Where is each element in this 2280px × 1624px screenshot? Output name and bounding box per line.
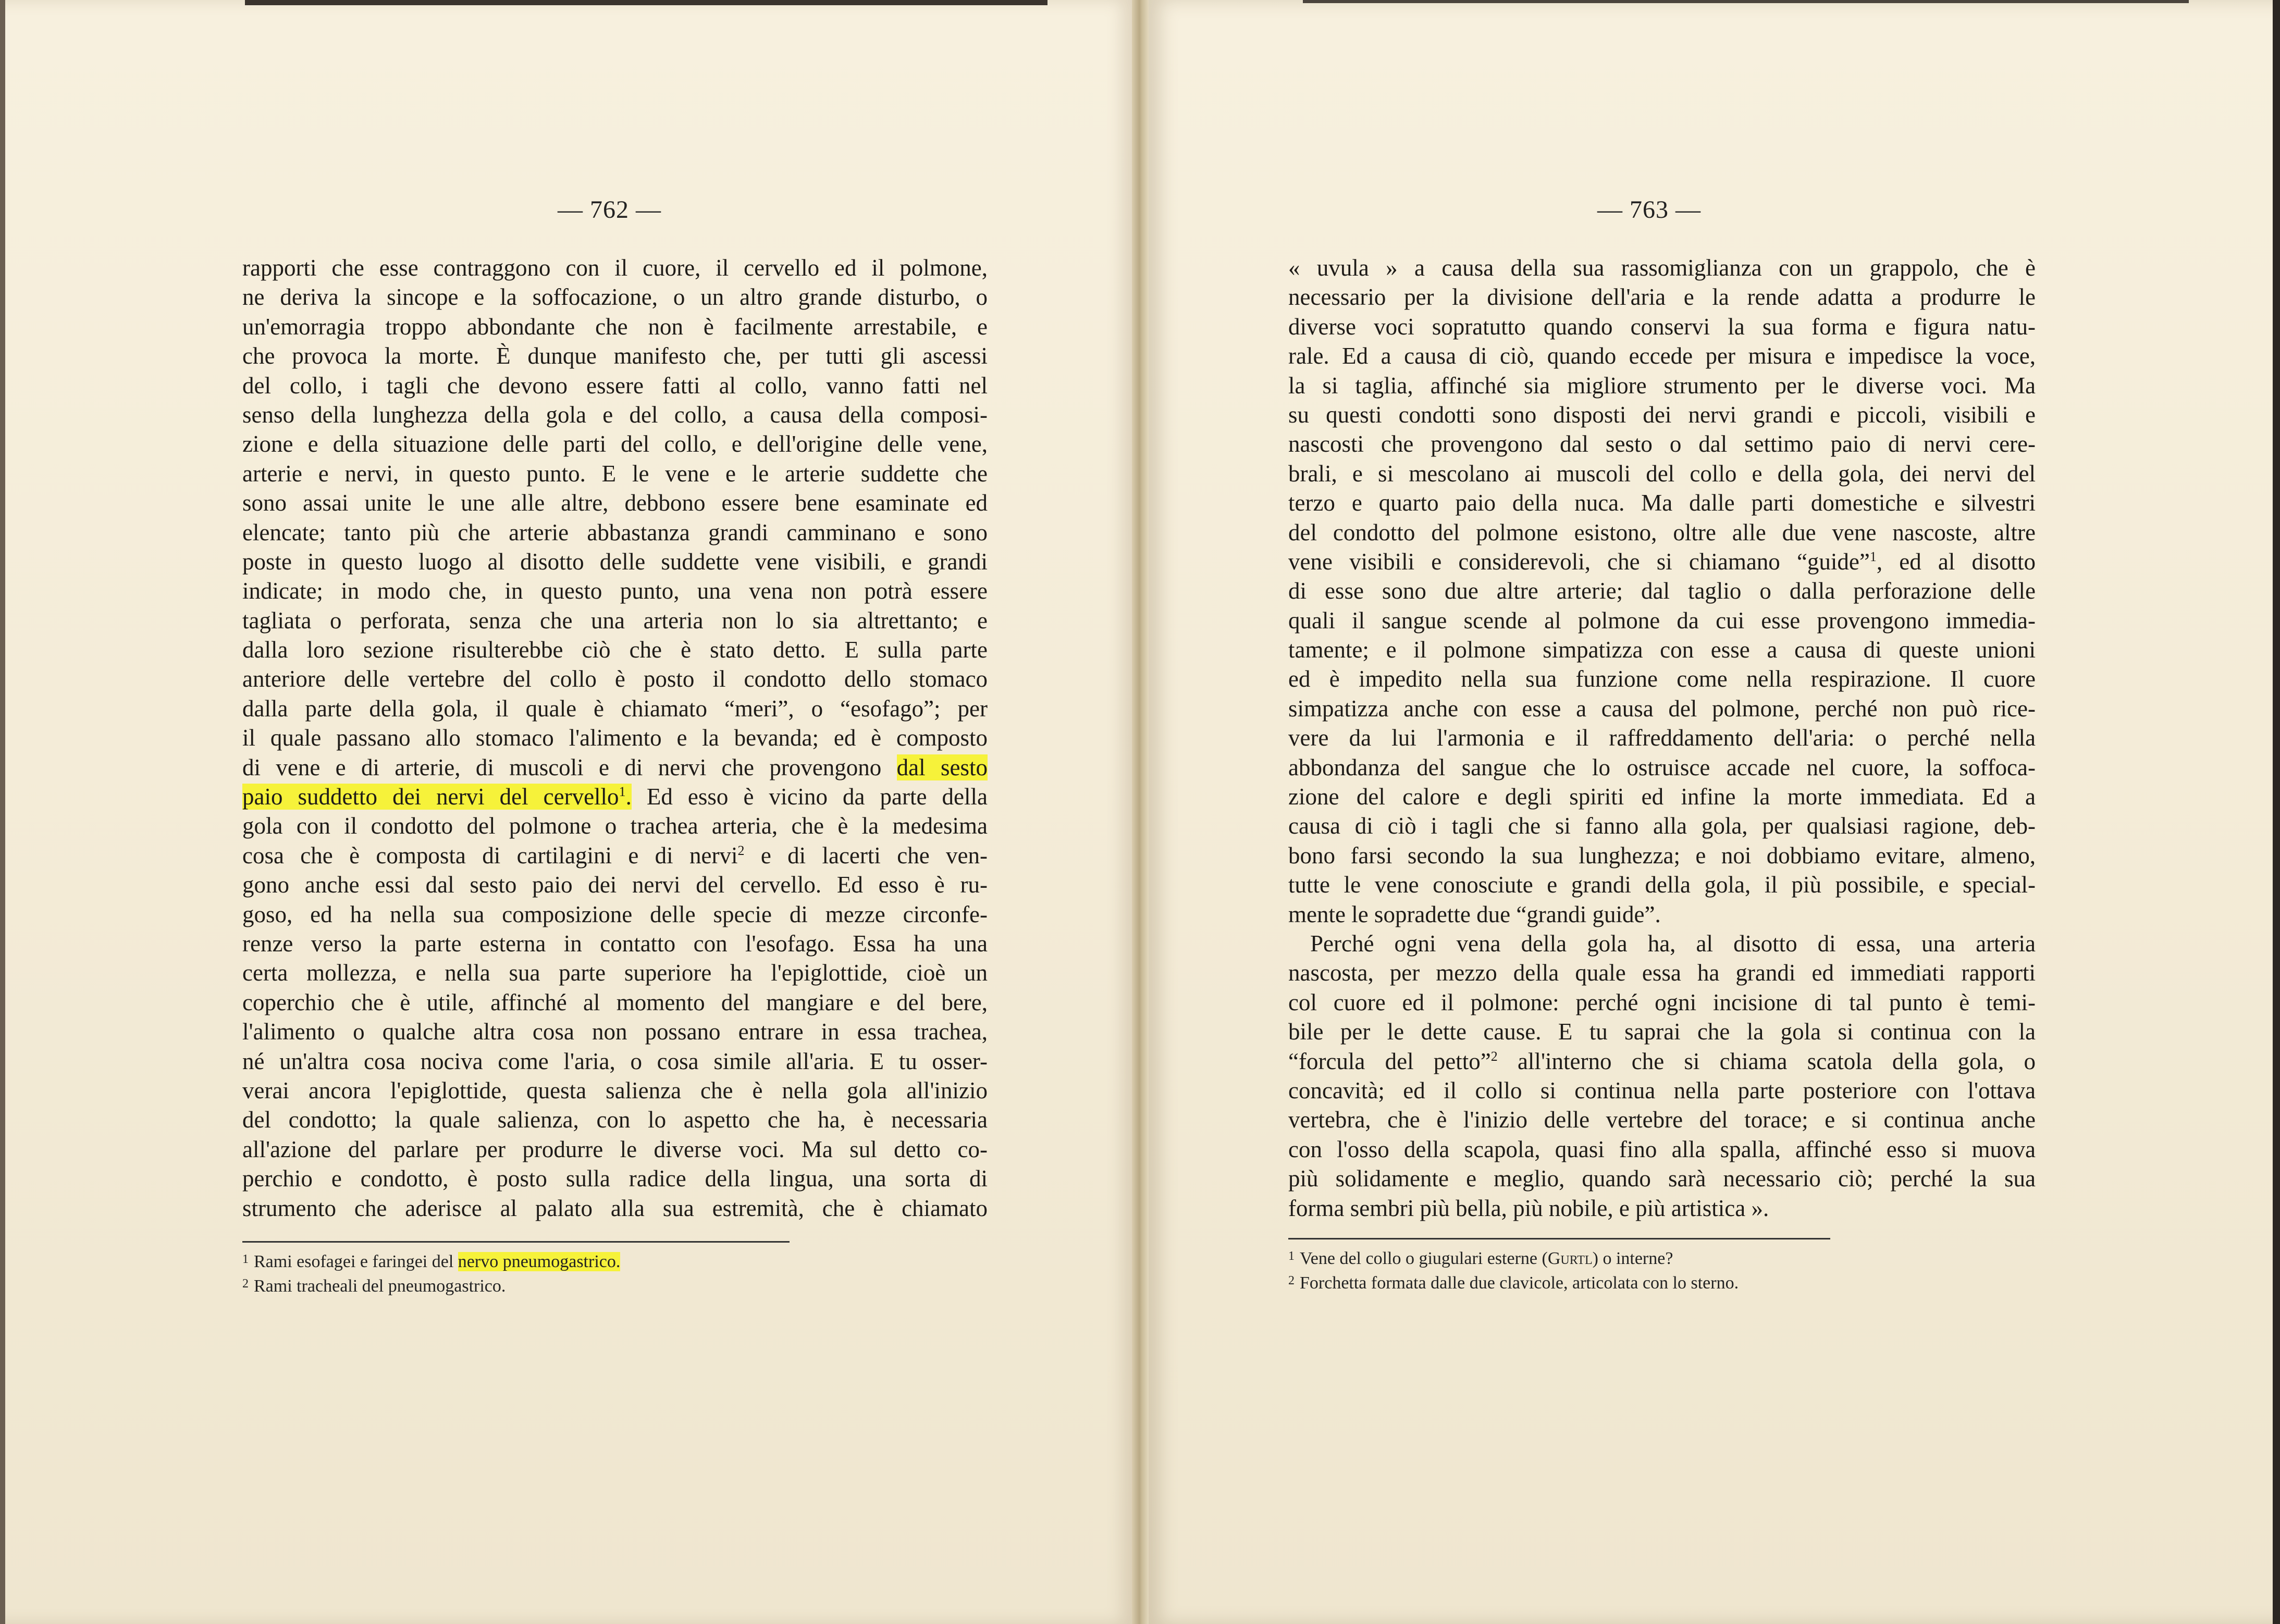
line-text: poste in questo luogo al disotto delle suddette vene visibili, e grandi [242, 548, 988, 575]
footnote-number: 1 [242, 1253, 249, 1266]
footnote-rule-left [242, 1241, 790, 1243]
line-text: Ed esso è vicino da parte della [631, 784, 988, 810]
line-text: abbondanza del sangue che lo ostruisce accade nel cuore, la soffoca- [1288, 754, 2036, 780]
line-text: cosa che è composta di cartilagini e di nervi [242, 842, 738, 869]
left-page-line [242, 723, 988, 752]
scan-edge-top-right [1303, 0, 2189, 3]
line-text: vene visibili e considerevoli, che si chiamano “guide” [1288, 548, 1870, 575]
left-page-line [242, 429, 988, 458]
page-number-left: — 762 — [558, 196, 661, 224]
left-page-line [242, 253, 988, 282]
right-page-line [1288, 371, 2036, 400]
right-page-line [1288, 1194, 2036, 1223]
left-footnotes [242, 1248, 620, 1297]
left-page-line [242, 341, 988, 370]
line-text: su questi condotti sono disposti dei nervi grandi e piccoli, visibili e [1288, 401, 2036, 428]
right-page-line [1288, 929, 2036, 958]
left-page-line [242, 459, 988, 488]
left-page-line [242, 547, 988, 576]
line-text: all'interno che si chiama scatola della gola, o [1497, 1048, 2036, 1074]
right-page-line [1288, 606, 2036, 635]
right-page-line [1288, 576, 2036, 605]
left-page-line [242, 1017, 988, 1046]
line-text: , ed al disotto [1876, 548, 2036, 575]
left-page-line [242, 811, 988, 840]
right-page-line [1288, 312, 2036, 341]
line-text: quali il sangue scende al polmone da cui esse provengono immedia- [1288, 607, 2036, 634]
right-page-line [1288, 1076, 2036, 1105]
footnote-text: Forchetta formata dalle due clavicole, articolata con lo sterno. [1300, 1273, 1739, 1293]
line-text: vere da lui l'armonia e il raffreddamento dell'aria: o perché nella [1288, 725, 2036, 751]
footnote [242, 1248, 620, 1273]
left-page-line [242, 988, 988, 1017]
right-page-line [1288, 253, 2036, 282]
right-page-line [1288, 341, 2036, 370]
line-text: elencate; tanto più che arterie abbastanza grandi camminano e sono [242, 519, 988, 546]
left-page-line [242, 576, 988, 605]
line-text: zione e della situazione delle parti del collo, e dell'origine delle vene, [242, 431, 988, 457]
line-text: dalla loro sezione risulterebbe ciò che è stato detto. E sulla parte [242, 637, 988, 663]
right-page-body [1288, 253, 2036, 1223]
line-text: di esse sono due altre arterie; dal taglio o dalla perforazione delle [1288, 578, 2036, 604]
footnote-ref: 2 [737, 842, 745, 858]
right-page-line [1288, 282, 2036, 312]
author-name: Gurtl [1547, 1249, 1593, 1268]
page-number-right: — 763 — [1597, 196, 1701, 224]
line-text: bono farsi secondo la sua lunghezza; e noi dobbiamo evitare, almeno, [1288, 842, 2036, 869]
line-text: certa mollezza, e nella sua parte superiore ha l'epiglottide, cioè un [242, 960, 988, 986]
right-page-line [1288, 958, 2036, 987]
left-page-line [242, 400, 988, 429]
left-page-body [242, 253, 988, 1223]
left-page-line [242, 753, 988, 782]
right-page-line [1288, 664, 2036, 693]
line-text: renze verso la parte esterna in contatto con l'esofago. Essa ha una [242, 930, 988, 957]
line-text: rapporti che esse contraggono con il cuore, il cervello ed il polmone, [242, 255, 988, 281]
line-text: più solidamente e meglio, quando sarà necessario ciò; perché la sua [1288, 1166, 2036, 1192]
footnote-text: Rami esofagei e faringei del [254, 1252, 458, 1271]
left-page-line [242, 929, 988, 958]
line-text: « uvula » a causa della sua rassomiglianza con un grappolo, che è [1288, 255, 2036, 281]
right-footnotes [1288, 1245, 1739, 1294]
line-text: col cuore ed il polmone: perché ogni incisione di tal punto è temi- [1288, 989, 2036, 1015]
scan-edge-left [0, 0, 5, 1624]
line-text: gono anche essi dal sesto paio dei nervi del cervello. Ed esso è ru- [242, 872, 988, 898]
line-text: concavità; ed il collo si continua nella parte posteriore con l'ottava [1288, 1077, 2036, 1104]
line-text: forma sembri più bella, più nobile, e più artistica ». [1288, 1195, 1769, 1221]
line-text: tagliata o perforata, senza che una arteria non lo sia altrettanto; e [242, 607, 988, 634]
line-text: un'emorragia troppo abbondante che non è facilmente arrestabile, e [242, 313, 988, 340]
book-gutter [1132, 0, 1149, 1624]
footnote [1288, 1270, 1739, 1294]
footnote-text: Rami tracheali del pneumogastrico. [254, 1276, 506, 1296]
right-page-line [1288, 988, 2036, 1017]
right-page-line [1288, 694, 2036, 723]
right-page-line [1288, 782, 2036, 811]
line-text: del condotto del polmone esistono, oltre alle due vene nascoste, altre [1288, 519, 2036, 546]
left-page-line [242, 900, 988, 929]
footnote [242, 1273, 620, 1297]
right-page-line [1288, 429, 2036, 458]
line-text: con l'osso della scapola, quasi fino alla spalla, affinché esso si muova [1288, 1136, 2036, 1162]
line-text: e di lacerti che ven- [744, 842, 988, 869]
line-text: né un'altra cosa nociva come l'aria, o cosa simile all'aria. E tu osser- [242, 1048, 988, 1074]
right-page-line [1288, 547, 2036, 576]
right-page-line [1288, 1164, 2036, 1193]
scan-edge-right [2273, 0, 2280, 1624]
highlighted-text: nervo pneumogastrico. [458, 1252, 621, 1271]
right-page-line [1288, 723, 2036, 752]
right-page-line [1288, 1135, 2036, 1164]
left-page-line [242, 664, 988, 693]
right-page-line [1288, 900, 2036, 929]
right-page-line [1288, 459, 2036, 488]
line-text: ne deriva la sincope e la soffocazione, o un altro grande disturbo, o [242, 284, 988, 311]
left-page-line [242, 694, 988, 723]
left-page-line [242, 371, 988, 400]
footnote-ref: 1 [619, 784, 626, 800]
footnote-number: 2 [242, 1277, 249, 1291]
line-text: verai ancora l'epiglottide, questa salienza che è nella gola all'inizio [242, 1077, 988, 1104]
footnote-number: 2 [1288, 1274, 1295, 1287]
right-page-line [1288, 811, 2036, 840]
line-text: sono assai unite le une alle altre, debbono essere bene esaminate ed [242, 490, 988, 516]
line-text: gola con il condotto del polmone o trachea arteria, che è la medesima [242, 813, 988, 839]
line-text: terzo e quarto paio della nuca. Ma dalle parti domestiche e silvestri [1288, 490, 2036, 516]
line-text: del condotto; la quale salienza, con lo aspetto che ha, è necessaria [242, 1107, 988, 1133]
line-text: anteriore delle vertebre del collo è posto il condotto dello stomaco [242, 666, 988, 692]
line-text: ed è impedito nella sua funzione come nella respirazione. Il cuore [1288, 666, 2036, 692]
footnote-rule-right [1288, 1238, 1830, 1239]
right-page-line [1288, 488, 2036, 517]
footnote-ref: 1 [1869, 549, 1877, 564]
line-text: simpatizza anche con esse a causa del polmone, perché non può rice- [1288, 695, 2036, 722]
left-page-line [242, 1047, 988, 1076]
line-text: nascosta, per mezzo della quale essa ha grandi ed immediati rapporti [1288, 960, 2036, 986]
line-text: che provoca la morte. È dunque manifesto che, per tutti gli ascessi [242, 343, 988, 369]
footnote [1288, 1245, 1739, 1270]
footnote-text: Vene del collo o giugulari esterne ( [1300, 1249, 1548, 1268]
line-text: perchio e condotto, è posto sulla radice della lingua, una sorta di [242, 1166, 988, 1192]
line-text: all'azione del parlare per produrre le diverse voci. Ma sul detto co- [242, 1136, 988, 1162]
left-page-line [242, 488, 988, 517]
line-text: l'alimento o qualche altra cosa non possano entrare in essa trachea, [242, 1019, 988, 1045]
footnote-ref: 2 [1490, 1048, 1498, 1064]
line-text: bile per le dette cause. E tu saprai che la gola si continua con la [1288, 1019, 2036, 1045]
line-text: diverse voci sopratutto quando conservi la sua forma e figura natu- [1288, 313, 2036, 340]
line-text: causa di ciò i tagli che si fanno alla gola, per qualsiasi ragione, deb- [1288, 813, 2036, 839]
left-page-line [242, 635, 988, 664]
left-page-line [242, 1194, 988, 1223]
line-text: zione del calore e degli spiriti ed infine la morte immediata. Ed a [1288, 784, 2036, 810]
highlighted-text: paio suddetto dei nervi del cervello$^1$. [242, 784, 632, 810]
line-text: brali, e si mescolano ai muscoli del collo e della gola, dei nervi del [1288, 460, 2036, 487]
line-text: Perché ogni vena della gola ha, al disotto di essa, una arteria [1310, 930, 2036, 957]
left-page-line [242, 1135, 988, 1164]
highlighted-text: dal sesto [896, 754, 988, 780]
scan-edge-top-left [245, 0, 1047, 5]
line-text: arterie e nervi, in questo punto. E le vene e le arterie suddette che [242, 460, 988, 487]
left-page-line [242, 606, 988, 635]
left-page-line [242, 1105, 988, 1134]
left-page-line [242, 1164, 988, 1193]
line-text: goso, ed ha nella sua composizione delle specie di mezze circonfe- [242, 901, 988, 927]
line-text: “forcula del petto” [1288, 1048, 1491, 1074]
right-page-line [1288, 841, 2036, 870]
right-page-line [1288, 1017, 2036, 1046]
right-page-line [1288, 518, 2036, 547]
right-page-line [1288, 870, 2036, 899]
line-text: del collo, i tagli che devono essere fatti al collo, vanno fatti nel [242, 372, 988, 399]
left-page-line [242, 958, 988, 987]
left-page-line [242, 282, 988, 312]
line-text: tutte le vene conosciute e grandi della gola, il più possibile, e special- [1288, 872, 2036, 898]
line-text: mente le sopradette due “grandi guide”. [1288, 901, 1661, 927]
right-page-line [1288, 400, 2036, 429]
right-page-line [1288, 1105, 2036, 1134]
line-text: strumento che aderisce al palato alla sua estremità, che è chiamato [242, 1195, 988, 1221]
line-text: tamente; e il polmone simpatizza con esse a causa di queste unioni [1288, 637, 2036, 663]
footnote-number: 1 [1288, 1249, 1295, 1263]
line-text: indicate; in modo che, in questo punto, una vena non potrà essere [242, 578, 988, 604]
left-page-line [242, 841, 988, 870]
line-text: vertebra, che è l'inizio delle vertebre del torace; e si continua anche [1288, 1107, 2036, 1133]
line-text: rale. Ed a causa di ciò, quando eccede per misura e impedisce la voce, [1288, 343, 2036, 369]
footnote-text: ) o interne? [1592, 1249, 1673, 1268]
right-page-line [1288, 1047, 2036, 1076]
line-text: dalla parte della gola, il quale è chiamato “meri”, o “esofago”; per [242, 695, 988, 722]
left-page-line [242, 312, 988, 341]
left-page-line [242, 782, 988, 811]
left-page-line [242, 518, 988, 547]
line-text: di vene e di arterie, di muscoli e di nervi che provengono [242, 754, 897, 780]
left-page-line [242, 1076, 988, 1105]
line-text: coperchio che è utile, affinché al momento del mangiare e del bere, [242, 989, 988, 1015]
line-text: il quale passano allo stomaco l'alimento e la bevanda; ed è composto [242, 725, 988, 751]
left-page-line [242, 870, 988, 899]
right-page-line [1288, 635, 2036, 664]
line-text: la si taglia, affinché sia migliore strumento per le diverse voci. Ma [1288, 372, 2036, 399]
right-page-line [1288, 753, 2036, 782]
line-text: nascosti che provengono dal sesto o dal settimo paio di nervi cere- [1288, 431, 2036, 457]
line-text: necessario per la divisione dell'aria e la rende adatta a produrre le [1288, 284, 2036, 311]
line-text: senso della lunghezza della gola e del collo, a causa della composi- [242, 401, 988, 428]
